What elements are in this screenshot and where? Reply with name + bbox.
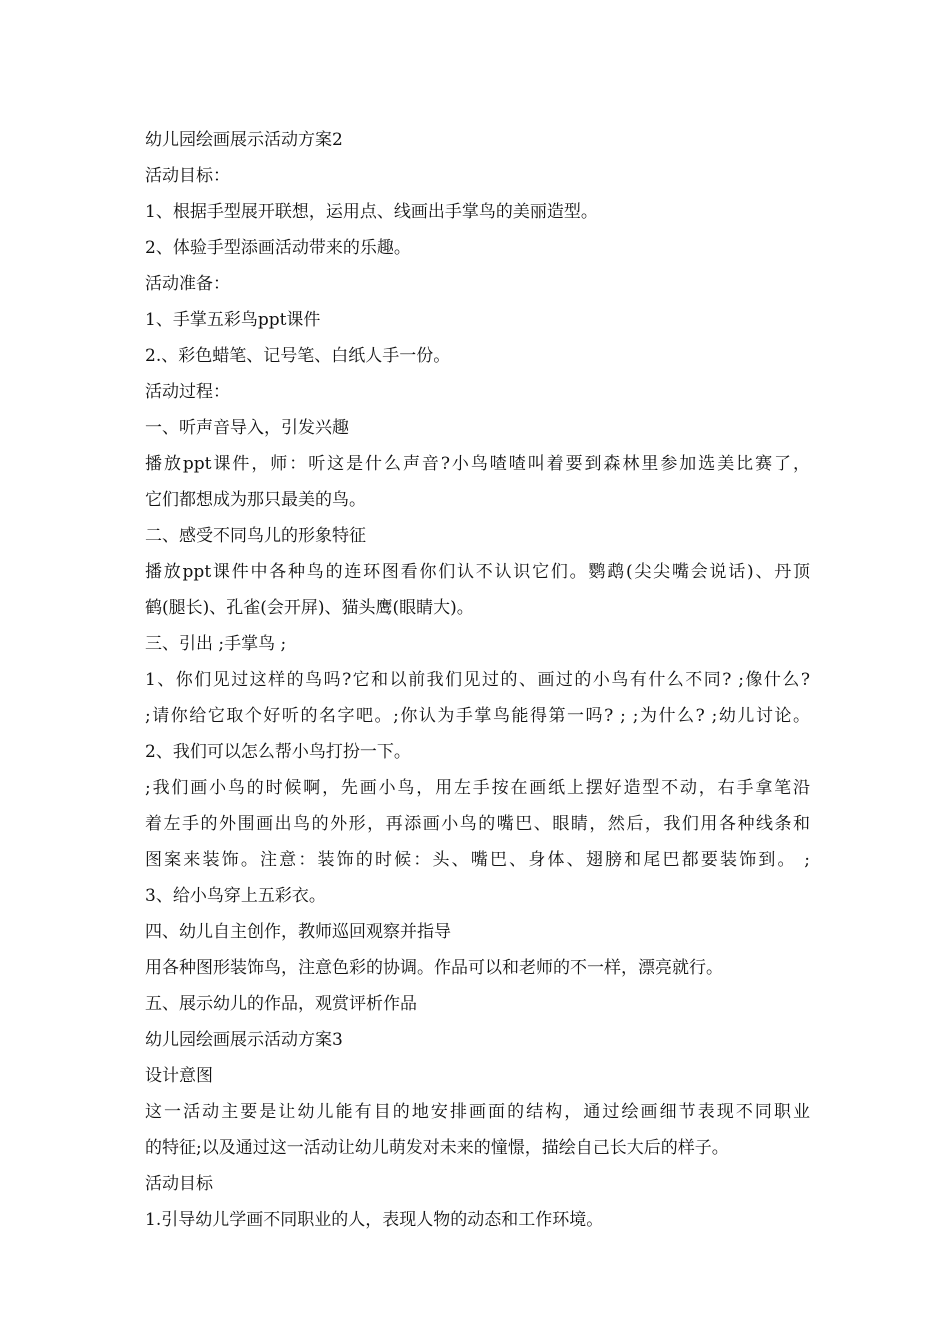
text-line: 五、展示幼儿的作品，观赏评析作品 <box>145 994 417 1014</box>
text-line: 1、根据手型展开联想，运用点、线画出手掌鸟的美丽造型。 <box>145 202 598 222</box>
text-line: 一、听声音导入，引发兴趣 <box>145 418 349 438</box>
text-line: 设计意图 <box>145 1066 213 1086</box>
text-line: 鹤(腿长)、孔雀(会开屏)、猫头鹰(眼睛大)。 <box>145 598 474 618</box>
document-body <box>145 122 810 1238</box>
text-line: 1、手掌五彩鸟ppt课件 <box>145 310 321 330</box>
text-line: 活动目标 <box>145 1174 213 1194</box>
text-line: 2、体验手型添画活动带来的乐趣。 <box>145 238 411 258</box>
text-line: 图案来装饰。注意：装饰的时候：头、嘴巴、身体、翅膀和尾巴都要装饰到。 ; <box>145 850 810 870</box>
text-line: 2.、彩色蜡笔、记号笔、白纸人手一份。 <box>145 346 451 366</box>
text-line: 1.引导幼儿学画不同职业的人，表现人物的动态和工作环境。 <box>145 1210 604 1230</box>
text-line: 三、引出 ;手掌鸟 ; <box>145 634 287 654</box>
text-line: 1、你们见过这样的鸟吗?它和以前我们见过的、画过的小鸟有什么不同? ;像什么? <box>145 670 810 690</box>
text-line: 幼儿园绘画展示活动方案2 <box>145 130 343 150</box>
text-line: 幼儿园绘画展示活动方案3 <box>145 1030 343 1050</box>
text-line: 3、给小鸟穿上五彩衣。 <box>145 886 326 906</box>
text-line: 活动过程： <box>145 382 230 402</box>
text-line: 的特征;以及通过这一活动让幼儿萌发对未来的憧憬，描绘自己长大后的样子。 <box>145 1138 729 1158</box>
text-line: 播放ppt课件，师：听这是什么声音?小鸟喳喳叫着要到森林里参加选美比赛了， <box>145 454 810 474</box>
text-line: 着左手的外围画出鸟的外形，再添画小鸟的嘴巴、眼睛，然后，我们用各种线条和 <box>145 814 810 834</box>
text-line: 这一活动主要是让幼儿能有目的地安排画面的结构，通过绘画细节表现不同职业 <box>145 1102 810 1122</box>
text-line: 活动准备： <box>145 274 230 294</box>
text-line: ;我们画小鸟的时候啊，先画小鸟，用左手按在画纸上摆好造型不动，右手拿笔沿 <box>145 778 810 798</box>
text-line: 二、感受不同鸟儿的形象特征 <box>145 526 366 546</box>
text-line: 用各种图形装饰鸟，注意色彩的协调。作品可以和老师的不一样，漂亮就行。 <box>145 958 723 978</box>
text-line: ;请你给它取个好听的名字吧。;你认为手掌鸟能得第一吗? ; ;为什么? ;幼儿讨论。 <box>145 706 810 726</box>
text-line: 活动目标： <box>145 166 230 186</box>
text-line: 它们都想成为那只最美的鸟。 <box>145 490 366 510</box>
text-line: 2、我们可以怎么帮小鸟打扮一下。 <box>145 742 411 762</box>
text-line: 四、幼儿自主创作，教师巡回观察并指导 <box>145 922 451 942</box>
text-line: 播放ppt课件中各种鸟的连环图看你们认不认识它们。鹦鹉(尖尖嘴会说话)、丹顶 <box>145 562 810 582</box>
